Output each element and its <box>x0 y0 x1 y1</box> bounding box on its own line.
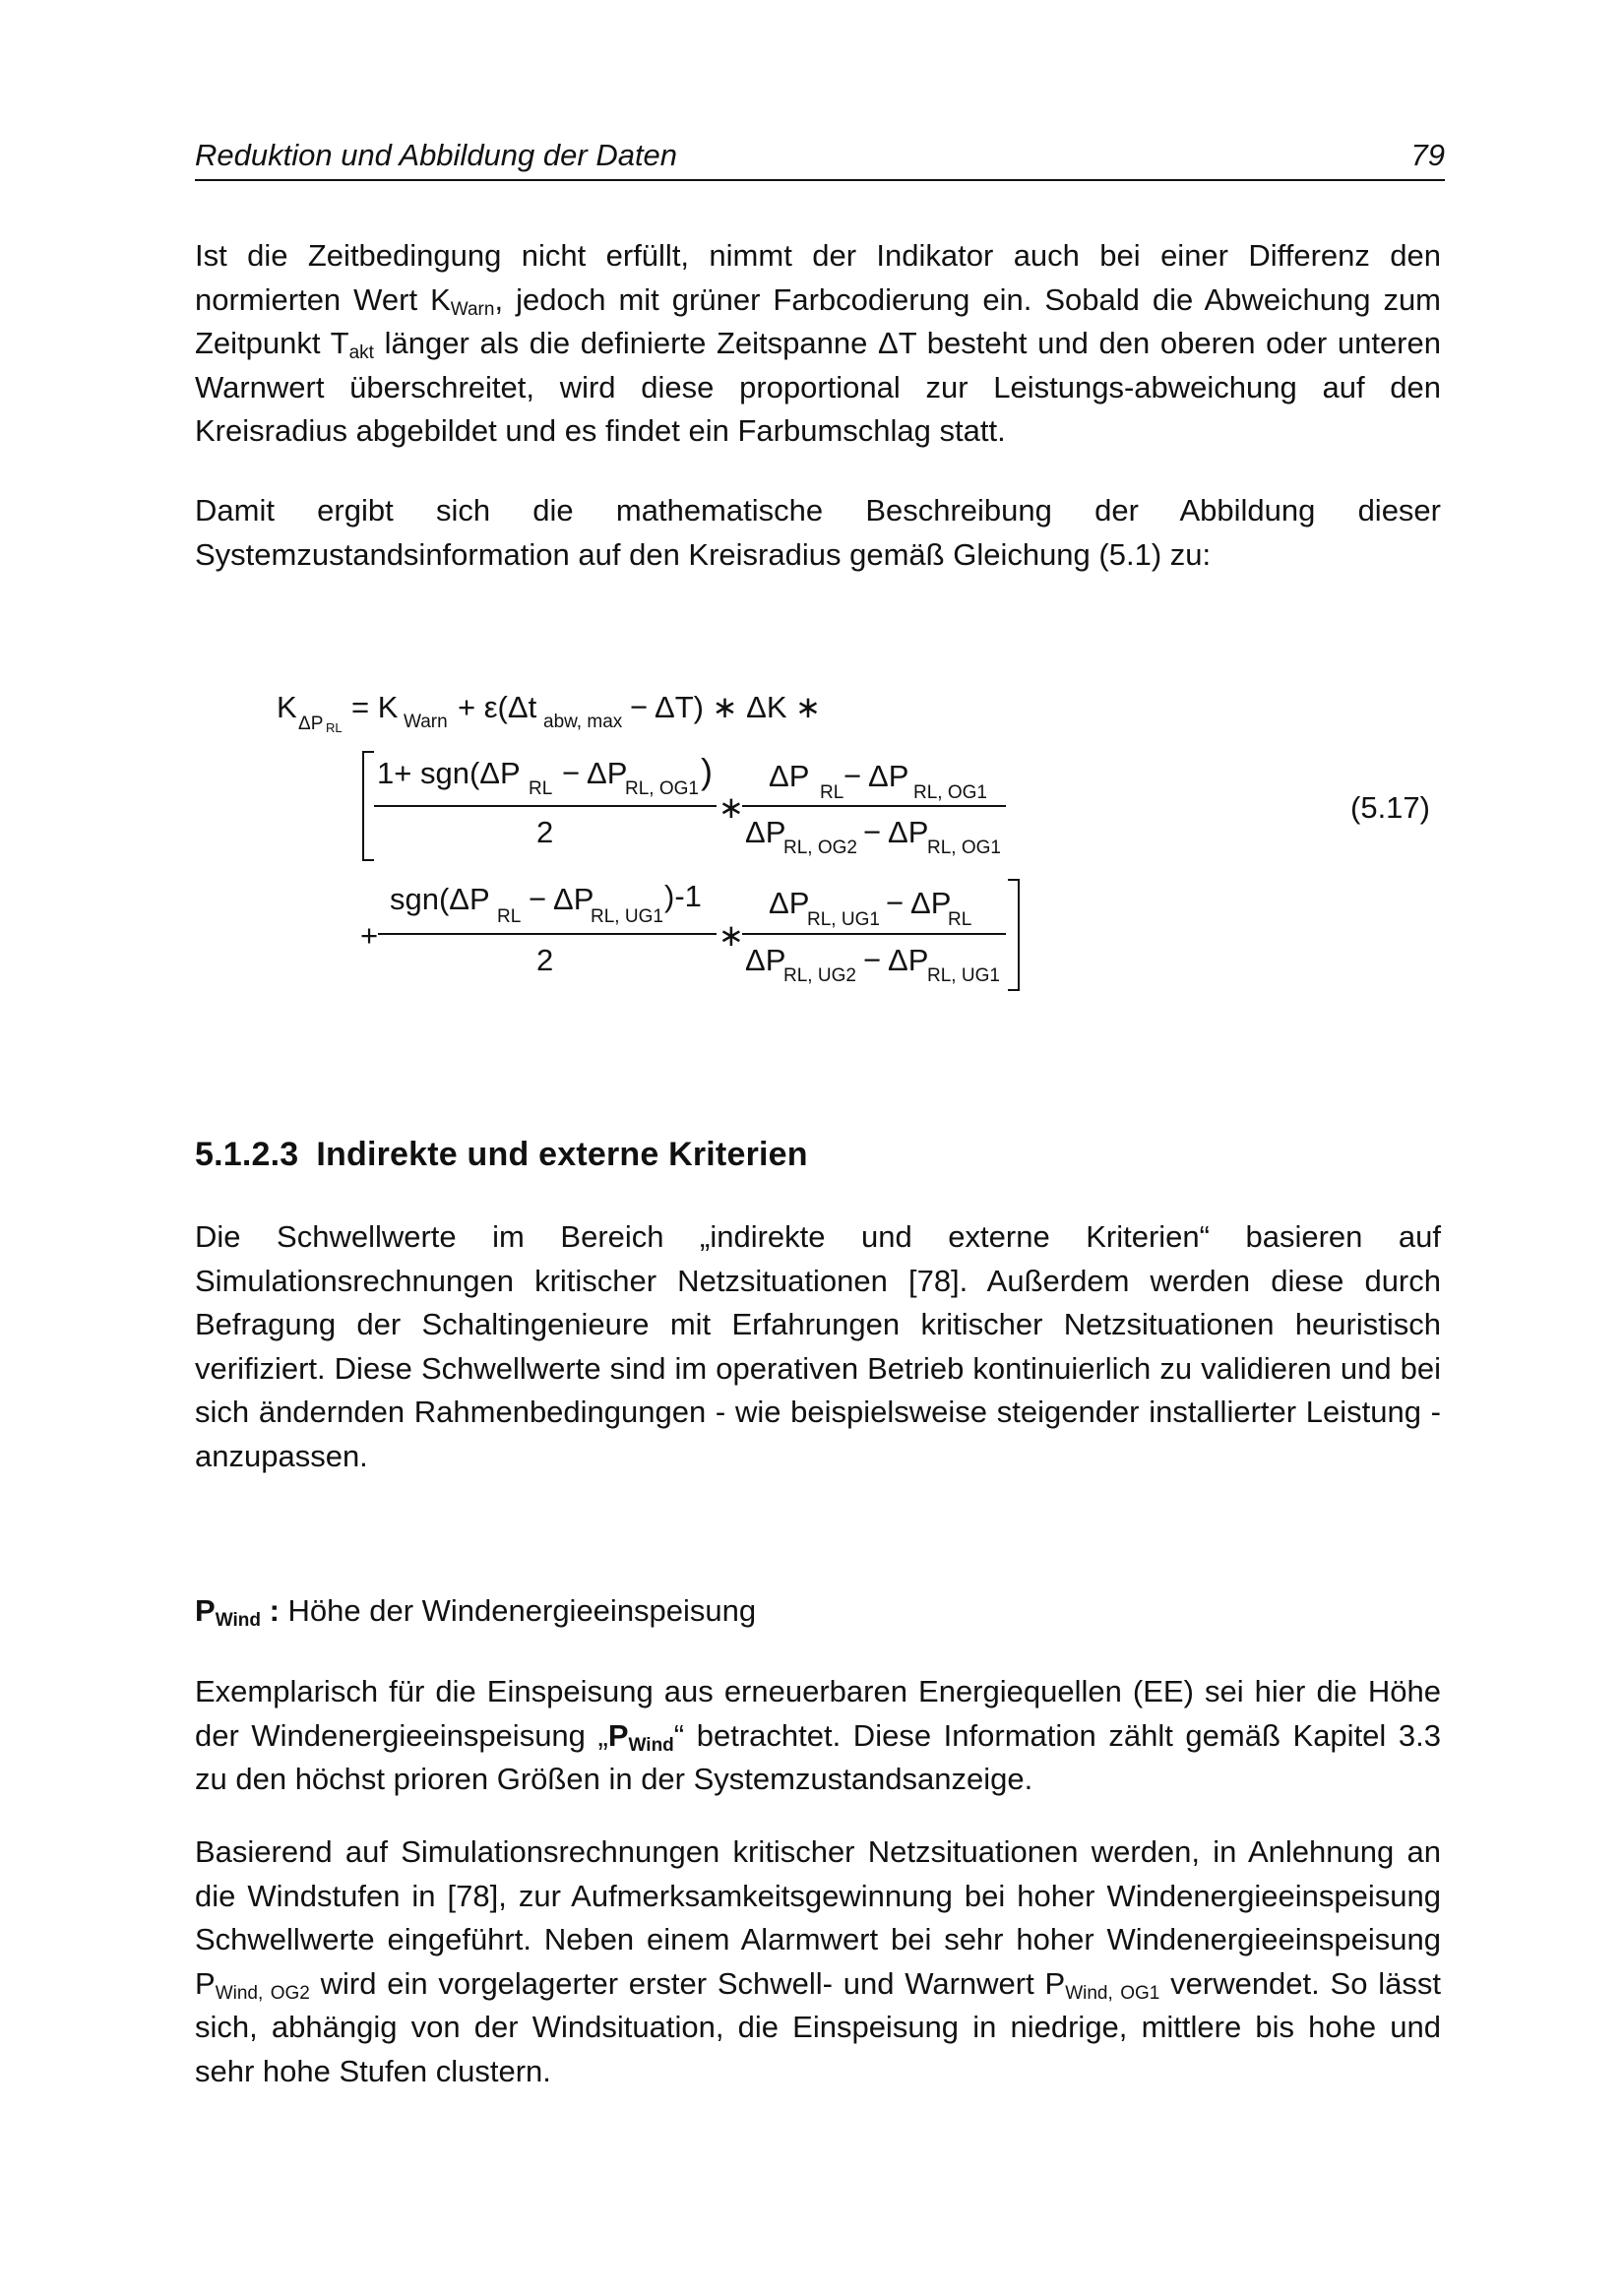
eq-equals-k: = K <box>351 690 399 724</box>
t1-rl: RL <box>529 778 553 799</box>
t2-num-a: ΔP <box>769 759 810 793</box>
pwind-bold: P <box>607 1717 629 1753</box>
t3-num: sgn(ΔP <box>390 882 490 916</box>
left-bracket <box>362 751 374 861</box>
t2-den-og2: RL, OG2 <box>783 838 857 858</box>
t4-den-ug1: RL, UG1 <box>927 965 1000 986</box>
t1-close: ) <box>701 751 713 791</box>
t4-num-ug1: RL, UG1 <box>807 909 880 930</box>
t1-og1: RL, OG1 <box>625 778 699 799</box>
text: “ betrachtet. Diese Information zählt gemäß Kapitel 3.3 zu den höchst prioren Größen in der Systemzustandsanzeige. <box>195 1717 1442 1796</box>
subscript: Warn <box>450 298 495 320</box>
text: Exemplarisch für die Einspeisung aus erneuerbaren Energiequellen (EE) sei hier die Höhe der Windenergieeinspeisung „ <box>195 1674 1441 1753</box>
paragraph-math-intro: Damit ergibt sich die mathematische Beschreibung der Abbildung dieser Systemzustandsinformation auf den Kreisradius gemäß Gleichung (5.1) zu: <box>195 493 1441 572</box>
t3-mid: − ΔP <box>529 882 594 916</box>
t4-den-a: ΔP <box>745 943 786 977</box>
paragraph-time-condition <box>195 234 1441 454</box>
t4-den-b: − ΔP <box>863 943 929 977</box>
pwind-description: Höhe der Windenergieeinspeisung <box>279 1593 757 1628</box>
star-1: ∗ <box>718 790 744 825</box>
eq-lhs-subsub: RL <box>326 720 343 735</box>
page-number: 79 <box>1410 138 1445 172</box>
t4-den-ug2: RL, UG2 <box>783 965 856 986</box>
t4-num-a: ΔP <box>769 886 810 920</box>
star-2: ∗ <box>718 918 744 953</box>
pwind-label <box>195 1589 1441 1634</box>
subscript: Wind, OG2 <box>215 1982 310 2004</box>
pwind-colon: : <box>260 1593 280 1628</box>
t1-den: 2 <box>536 815 554 849</box>
text: verwendet. So lässt sich, abhängig von der Windsituation, die Einspeisung in niedrige, mittlere bis hohe und sehr hohe Stufen clustern. <box>195 1965 1441 2088</box>
t2-num-b: − ΔP <box>843 759 909 793</box>
t2-den-b: − ΔP <box>863 815 929 849</box>
text: länger als die definierte Zeitspanne ΔT besteht und den oberen oder unteren Warnwert überschreitet, wird diese proportional zur Leistungs-abweichung auf den Kreisradius abgebildet und es findet ein Farbumschlag statt. <box>195 326 1441 448</box>
pwind-symbol: P <box>195 1593 216 1628</box>
text: , jedoch mit grüner Farbcodierung ein. Sobald die Abweichung zum Zeitpunkt T <box>195 281 1442 360</box>
text: Ist die Zeitbedingung nicht erfüllt, nimmt der Indikator auch bei einer Differenz den normierten Wert K <box>195 238 1441 317</box>
paragraph-wind-example <box>195 1670 1441 1802</box>
text: wird ein vorgelagerter erster Schwell- und Warnwert P <box>309 1965 1066 2001</box>
t2-num-og1: RL, OG1 <box>913 782 987 803</box>
subscript: akt <box>348 342 374 363</box>
t2-den-a: ΔP <box>745 815 786 849</box>
t1-fraction-line <box>374 805 717 807</box>
t3-den: 2 <box>536 943 554 977</box>
t3-rl: RL <box>497 906 522 927</box>
pwind-bold-sub: Wind <box>628 1734 674 1756</box>
running-header <box>195 136 1445 181</box>
t2-den-og1: RL, OG1 <box>927 838 1001 858</box>
subscript: Wind, OG1 <box>1065 1982 1160 2004</box>
section-title: Indirekte und externe Kriterien <box>316 1136 808 1173</box>
t2-fraction-line <box>742 805 1006 807</box>
plus-sign: + <box>360 918 379 953</box>
paragraph-thresholds: Die Schwellwerte im Bereich „indirekte und externe Kriterien“ basieren auf Simulationsrechnungen kritischer Netzsituationen [78]. Außerdem werden diese durch Befragung der Schaltingenieure mit Erfahrungen kritischer Netzsituationen heuristisch verifiziert. Diese Schwellwerte sind im operativen Betrieb kontinuierlich zu validieren und bei sich ändernden Rahmenbedingungen - wie beispielsweise steigender installierter Leistung - anzupassen. <box>195 1219 1441 1473</box>
t4-num-b: − ΔP <box>886 886 952 920</box>
section-number: 5.1.2.3 <box>195 1136 299 1173</box>
text: Basierend auf Simulationsrechnungen kritischer Netzsituationen werden, in Anlehnung an die Windstufen in [78], zur Aufmerksamkeitsgewinnung bei hoher Windenergieeinspeisung Schwellwerte eingeführt. Neben einem Alarmwert bei sehr hoher Windenergieeinspeisung P <box>195 1834 1441 2001</box>
eq-warn-sub: Warn <box>404 712 448 732</box>
t2-num-rl: RL <box>820 782 844 803</box>
t4-num-rl: RL <box>948 909 972 930</box>
eq-eps: + ε(Δt <box>458 690 537 724</box>
t1-mid: − ΔP <box>562 756 628 790</box>
t3-close: )-1 <box>664 879 702 913</box>
section-heading <box>195 1136 808 1174</box>
t3-fraction-line <box>378 933 717 935</box>
t4-fraction-line <box>742 933 1006 935</box>
eq-lhs: K <box>277 690 297 724</box>
eq-abw-sub: abw, max <box>543 712 623 732</box>
t3-ug1: RL, UG1 <box>591 906 663 927</box>
eq-line1-tail: − ΔT) ∗ ΔK ∗ <box>630 690 822 724</box>
t1-num: 1+ sgn(ΔP <box>377 756 521 790</box>
equation-number: (5.17) <box>1350 790 1430 825</box>
paragraph-wind-thresholds <box>195 1831 1441 2093</box>
header-title: Reduktion und Abbildung der Daten <box>195 138 678 172</box>
right-bracket <box>1008 879 1020 991</box>
pwind-subscript: Wind <box>215 1610 261 1631</box>
eq-lhs-sub: ΔP <box>298 714 324 734</box>
